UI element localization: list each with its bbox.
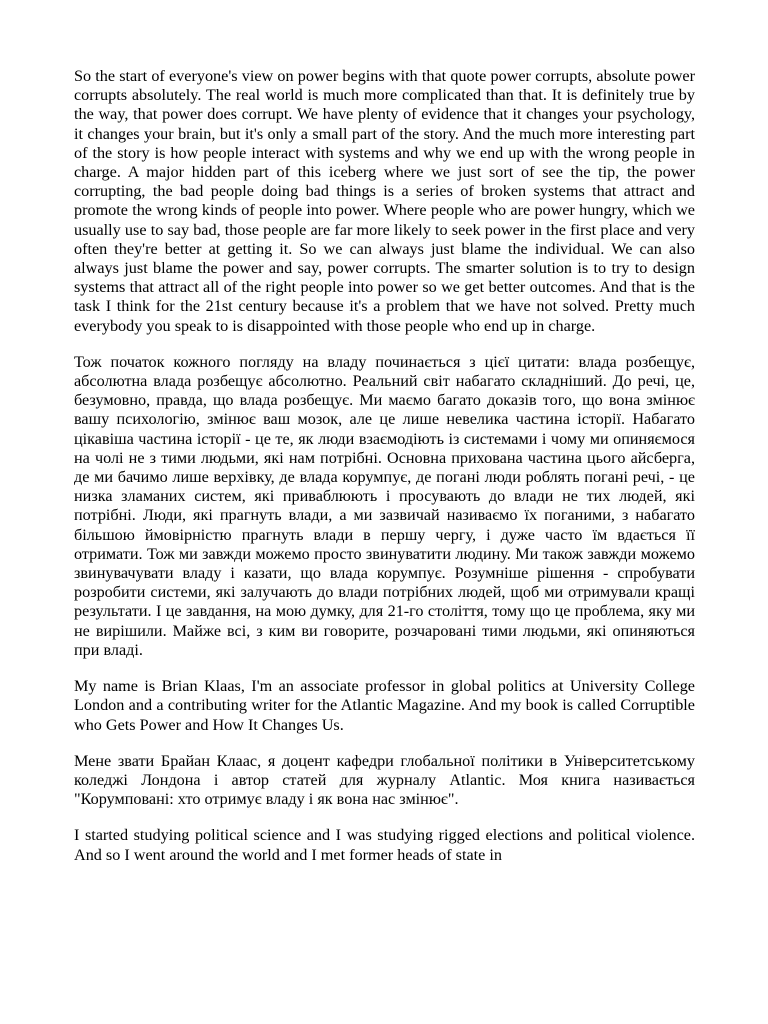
paragraph-uk-power-corrupts: Тож початок кожного погляду на владу починається з цієї цитати: влада розбещує, абсолютна влада розбещує абсолютно. Реальний світ набагато складніший. До речі, це, безумовно, правда, що влада розбещує. Ми маємо багато доказів того, що вона змінює вашу психологію, змінює ваш мозок, але це лише невелика частина історії. Набагато цікавіша частина історії - це те, як люди взаємодіють із системами і чому ми опиняємося на чолі не з тими людьми, які нам потрібні. Основна прихована частина цього айсберга, де ми бачимо лише верхівку, де влада корумпує, де погані люди роблять погані речі, - це низка зламаних систем, які приваблюють і просувають до влади не тих людей, які потрібні. Люди, які прагнуть влади, а ми зазвичай називаємо їх поганими, з набагато більшою ймовірністю прагнуть влади в першу чергу, і дуже часто їм вдається її отримати. Тож ми завжди можемо просто звинуватити людину. Ми також завжди можемо звинувачувати владу і казати, що влада корумпує. Розумніше рішення - спробувати розробити системи, які залучають до влади потрібних людей, щоб ми отримували кращі результати. І це завдання, на мою думку, для 21-го століття, тому що це проблема, яку ми не вирішили. Майже всі, з ким ви говорите, розчаровані тими людьми, які опиняються при владі.	[74, 352, 695, 659]
paragraph-uk-author-intro: Мене звати Брайан Клаас, я доцент кафедри глобальної політики в Університетському коледжі Лондона і автор статей для журналу Atlantic. Моя книга називається "Корумповані: хто отримує владу і як вона нас змінює".	[74, 751, 695, 809]
paragraph-en-political-science: I started studying political science and I was studying rigged elections and political violence. And so I went around the world and I met former heads of state in	[74, 826, 695, 864]
paragraph-en-author-intro: My name is Brian Klaas, I'm an associate professor in global politics at University College London and a contributing writer for the Atlantic Magazine. And my book is called Corruptible who Gets Power and How It Changes Us.	[74, 677, 695, 734]
paragraph-en-power-corrupts: So the start of everyone's view on power begins with that quote power corrupts, absolute power corrupts absolutely. The real world is much more complicated than that. It is definitely true by the way, that power does corrupt. We have plenty of evidence that it changes your psychology, it changes your brain, but it's only a small part of the story. And the much more interesting part of the story is how people interact with systems and why we end up with the wrong people in charge. A major hidden part of this iceberg where we just sort of see the tip, the power corrupting, the bad people doing bad things is a series of broken systems that attract and promote the wrong kinds of people into power. Where people who are power hungry, which we usually use to say bad, those people are far more likely to seek power in the first place and very often they're better at getting it. So we can always just blame the individual. We can also always just blame the power and say, power corrupts. The smarter solution is to try to design systems that attract all of the right people into power so we get better outcomes. And that is the task I think for the 21st century because it's a problem that we have not solved. Pretty much everybody you speak to is disappointed with those people who end up in charge.	[74, 67, 695, 335]
